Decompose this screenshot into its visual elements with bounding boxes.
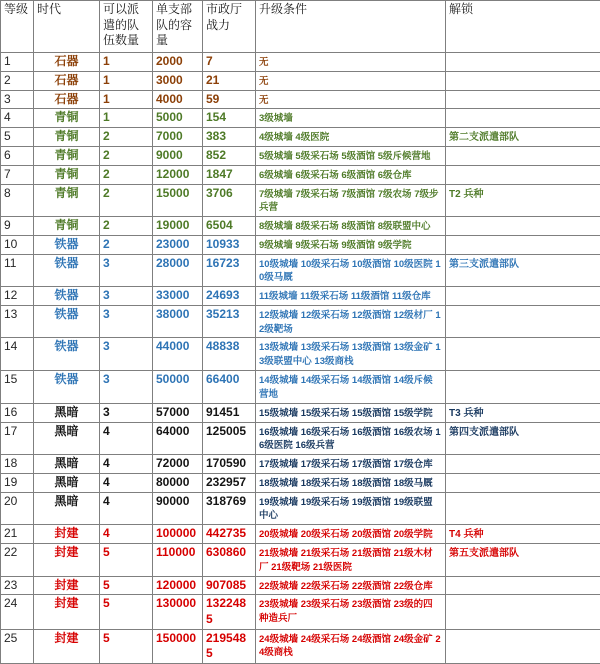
cell-era: 青铜 <box>34 128 100 147</box>
header-unlock: 解锁 <box>446 1 600 53</box>
cell-era: 黑暗 <box>34 473 100 492</box>
cell-level: 14 <box>1 338 34 371</box>
table-row <box>1 595 600 629</box>
cell-level: 13 <box>1 305 34 338</box>
cell-teams: 3 <box>100 254 153 287</box>
cell-power: 35213 <box>203 305 256 338</box>
cell-level: 6 <box>1 147 34 166</box>
cell-teams: 3 <box>100 287 153 306</box>
cell-unlock <box>446 287 600 306</box>
cell-unlock <box>446 473 600 492</box>
cell-capacity: 19000 <box>153 217 203 236</box>
cell-teams: 2 <box>100 165 153 184</box>
cell-condition: 24级城墙 24级采石场 24级酒馆 24级金矿 24级商栈 <box>256 629 446 663</box>
cell-power: 852 <box>203 147 256 166</box>
cell-teams: 2 <box>100 235 153 254</box>
cell-power: 318769 <box>203 492 256 525</box>
cell-capacity: 3000 <box>153 71 203 90</box>
cell-unlock: T2 兵种 <box>446 184 600 217</box>
cell-teams: 2 <box>100 147 153 166</box>
cell-teams: 1 <box>100 53 153 72</box>
table-row <box>1 184 600 217</box>
cell-level: 4 <box>1 109 34 128</box>
table-row <box>1 147 600 166</box>
table-row <box>1 165 600 184</box>
cell-level: 15 <box>1 371 34 404</box>
table-row <box>1 576 600 595</box>
cell-unlock: 第二支派遣部队 <box>446 128 600 147</box>
table-row <box>1 287 600 306</box>
cell-power: 125005 <box>203 422 256 455</box>
cell-power: 59 <box>203 90 256 109</box>
cell-unlock: T4 兵种 <box>446 525 600 544</box>
table-row <box>1 525 600 544</box>
cell-condition: 16级城墙 16级采石场 16级酒馆 16级农场 16级医院 16级兵营 <box>256 422 446 455</box>
cell-teams: 3 <box>100 403 153 422</box>
cell-era: 青铜 <box>34 109 100 128</box>
table-row <box>1 473 600 492</box>
cell-unlock <box>446 109 600 128</box>
cell-condition: 22级城墙 22级采石场 22级酒馆 22级仓库 <box>256 576 446 595</box>
cell-capacity: 33000 <box>153 287 203 306</box>
cell-power: 6504 <box>203 217 256 236</box>
cell-power: 232957 <box>203 473 256 492</box>
cell-unlock: T3 兵种 <box>446 403 600 422</box>
header-row <box>1 1 600 53</box>
cell-era: 石器 <box>34 71 100 90</box>
cell-power: 10933 <box>203 235 256 254</box>
cell-capacity: 12000 <box>153 165 203 184</box>
cell-condition: 8级城墙 8级采石场 8级酒馆 8级联盟中心 <box>256 217 446 236</box>
cell-capacity: 9000 <box>153 147 203 166</box>
cell-condition: 13级城墙 13级采石场 13级酒馆 13级金矿 13级联盟中心 13级商栈 <box>256 338 446 371</box>
table-row <box>1 544 600 577</box>
header-cityhall-power: 市政厅战力 <box>203 1 256 53</box>
cell-level: 12 <box>1 287 34 306</box>
cell-teams: 5 <box>100 629 153 663</box>
cell-unlock <box>446 455 600 474</box>
cell-era: 封建 <box>34 576 100 595</box>
cell-condition: 无 <box>256 90 446 109</box>
cell-unlock <box>446 338 600 371</box>
cell-level: 23 <box>1 576 34 595</box>
cell-teams: 4 <box>100 525 153 544</box>
cell-power: 170590 <box>203 455 256 474</box>
cell-capacity: 72000 <box>153 455 203 474</box>
table-row <box>1 53 600 72</box>
cell-capacity: 57000 <box>153 403 203 422</box>
cell-teams: 1 <box>100 71 153 90</box>
cell-condition: 21级城墙 21级采石场 21级酒馆 21级木材厂 21级靶场 21级医院 <box>256 544 446 577</box>
cell-era: 封建 <box>34 525 100 544</box>
cell-capacity: 15000 <box>153 184 203 217</box>
cell-capacity: 5000 <box>153 109 203 128</box>
cell-condition: 无 <box>256 71 446 90</box>
cell-unlock <box>446 217 600 236</box>
cell-power: 7 <box>203 53 256 72</box>
table-row <box>1 305 600 338</box>
cell-unlock <box>446 492 600 525</box>
cell-condition: 无 <box>256 53 446 72</box>
cell-condition: 20级城墙 20级采石场 20级酒馆 20级学院 <box>256 525 446 544</box>
cell-level: 20 <box>1 492 34 525</box>
cell-unlock <box>446 576 600 595</box>
cell-power: 48838 <box>203 338 256 371</box>
cell-power: 3706 <box>203 184 256 217</box>
cell-capacity: 90000 <box>153 492 203 525</box>
cell-level: 10 <box>1 235 34 254</box>
cell-condition: 9级城墙 9级采石场 9级酒馆 9级学院 <box>256 235 446 254</box>
cell-unlock <box>446 629 600 663</box>
cell-power: 66400 <box>203 371 256 404</box>
cell-era: 石器 <box>34 53 100 72</box>
table-row <box>1 422 600 455</box>
table-row <box>1 492 600 525</box>
cell-level: 11 <box>1 254 34 287</box>
cell-unlock <box>446 371 600 404</box>
cell-level: 21 <box>1 525 34 544</box>
cell-teams: 1 <box>100 90 153 109</box>
cell-era: 封建 <box>34 629 100 663</box>
cell-capacity: 2000 <box>153 53 203 72</box>
cell-teams: 5 <box>100 595 153 629</box>
cell-era: 封建 <box>34 544 100 577</box>
table-row <box>1 371 600 404</box>
table-row <box>1 629 600 663</box>
header-troop-capacity: 单支部队的容量 <box>153 1 203 53</box>
cell-unlock <box>446 305 600 338</box>
table-row <box>1 128 600 147</box>
cell-power: 907085 <box>203 576 256 595</box>
cell-power: 2195485 <box>203 629 256 663</box>
cell-condition: 12级城墙 12级采石场 12级酒馆 12级材厂 12级靶场 <box>256 305 446 338</box>
cell-teams: 5 <box>100 576 153 595</box>
cell-teams: 4 <box>100 455 153 474</box>
cell-unlock: 第三支派遣部队 <box>446 254 600 287</box>
cell-era: 黑暗 <box>34 422 100 455</box>
cell-teams: 4 <box>100 473 153 492</box>
cell-teams: 3 <box>100 371 153 404</box>
table-row <box>1 71 600 90</box>
cell-teams: 2 <box>100 217 153 236</box>
cell-capacity: 120000 <box>153 576 203 595</box>
table-row <box>1 338 600 371</box>
cell-level: 19 <box>1 473 34 492</box>
header-level: 等级 <box>1 1 34 53</box>
cell-level: 9 <box>1 217 34 236</box>
cell-power: 442735 <box>203 525 256 544</box>
cell-era: 封建 <box>34 595 100 629</box>
cell-condition: 19级城墙 19级采石场 19级酒馆 19级联盟中心 <box>256 492 446 525</box>
cell-level: 5 <box>1 128 34 147</box>
cell-era: 青铜 <box>34 147 100 166</box>
cell-power: 21 <box>203 71 256 90</box>
cell-teams: 2 <box>100 184 153 217</box>
table-row <box>1 217 600 236</box>
cell-unlock: 第四支派遣部队 <box>446 422 600 455</box>
cell-teams: 3 <box>100 338 153 371</box>
cell-capacity: 80000 <box>153 473 203 492</box>
cell-teams: 2 <box>100 128 153 147</box>
header-era: 时代 <box>34 1 100 53</box>
table-row <box>1 90 600 109</box>
cell-capacity: 130000 <box>153 595 203 629</box>
cell-era: 铁器 <box>34 338 100 371</box>
cell-condition: 15级城墙 15级采石场 15级酒馆 15级学院 <box>256 403 446 422</box>
cell-power: 1322485 <box>203 595 256 629</box>
cell-unlock <box>446 90 600 109</box>
cell-condition: 6级城墙 6级采石场 6级酒馆 6级仓库 <box>256 165 446 184</box>
cell-level: 24 <box>1 595 34 629</box>
cell-level: 2 <box>1 71 34 90</box>
cell-power: 16723 <box>203 254 256 287</box>
cell-level: 3 <box>1 90 34 109</box>
cell-teams: 4 <box>100 422 153 455</box>
cell-capacity: 23000 <box>153 235 203 254</box>
cell-teams: 4 <box>100 492 153 525</box>
cell-era: 铁器 <box>34 254 100 287</box>
cell-era: 铁器 <box>34 287 100 306</box>
cell-condition: 4级城墙 4级医院 <box>256 128 446 147</box>
cell-level: 8 <box>1 184 34 217</box>
cell-unlock <box>446 147 600 166</box>
cell-level: 25 <box>1 629 34 663</box>
cell-era: 青铜 <box>34 184 100 217</box>
cell-power: 24693 <box>203 287 256 306</box>
cell-level: 22 <box>1 544 34 577</box>
cell-condition: 18级城墙 18级采石场 18级酒馆 18级马厩 <box>256 473 446 492</box>
table-row <box>1 455 600 474</box>
table-row <box>1 403 600 422</box>
cell-condition: 17级城墙 17级采石场 17级酒馆 17级仓库 <box>256 455 446 474</box>
cell-level: 16 <box>1 403 34 422</box>
cell-condition: 7级城墙 7级采石场 7级酒馆 7级农场 7级步兵营 <box>256 184 446 217</box>
cell-capacity: 38000 <box>153 305 203 338</box>
cell-era: 石器 <box>34 90 100 109</box>
header-dispatch-teams: 可以派遣的队伍数量 <box>100 1 153 53</box>
cell-capacity: 64000 <box>153 422 203 455</box>
cell-level: 18 <box>1 455 34 474</box>
cell-capacity: 110000 <box>153 544 203 577</box>
cell-era: 铁器 <box>34 235 100 254</box>
table-body <box>1 53 600 664</box>
cell-level: 1 <box>1 53 34 72</box>
cell-unlock <box>446 235 600 254</box>
cell-unlock <box>446 595 600 629</box>
cell-unlock <box>446 165 600 184</box>
cell-power: 1847 <box>203 165 256 184</box>
cell-capacity: 100000 <box>153 525 203 544</box>
table-row <box>1 254 600 287</box>
cell-era: 青铜 <box>34 217 100 236</box>
cell-level: 17 <box>1 422 34 455</box>
cell-condition: 10级城墙 10级采石场 10级酒馆 10级医院 10级马厩 <box>256 254 446 287</box>
cell-era: 黑暗 <box>34 403 100 422</box>
cell-teams: 1 <box>100 109 153 128</box>
cell-era: 黑暗 <box>34 492 100 525</box>
cell-condition: 14级城墙 14级采石场 14级酒馆 14级斥候营地 <box>256 371 446 404</box>
cell-condition: 23级城墙 23级采石场 23级酒馆 23级的四种造兵厂 <box>256 595 446 629</box>
cell-era: 铁器 <box>34 371 100 404</box>
cell-power: 383 <box>203 128 256 147</box>
cell-power: 91451 <box>203 403 256 422</box>
table-row <box>1 109 600 128</box>
cell-capacity: 50000 <box>153 371 203 404</box>
header-upgrade-conditions: 升级条件 <box>256 1 446 53</box>
cell-condition: 11级城墙 11级采石场 11级酒馆 11级仓库 <box>256 287 446 306</box>
cell-capacity: 150000 <box>153 629 203 663</box>
cell-capacity: 44000 <box>153 338 203 371</box>
cell-power: 630860 <box>203 544 256 577</box>
cell-capacity: 4000 <box>153 90 203 109</box>
cell-condition: 3级城墙 <box>256 109 446 128</box>
cell-condition: 5级城墙 5级采石场 5级酒馆 5级斥候营地 <box>256 147 446 166</box>
cell-level: 7 <box>1 165 34 184</box>
cell-unlock: 第五支派遣部队 <box>446 544 600 577</box>
cell-teams: 5 <box>100 544 153 577</box>
cell-era: 铁器 <box>34 305 100 338</box>
cell-teams: 3 <box>100 305 153 338</box>
table-row <box>1 235 600 254</box>
cell-capacity: 28000 <box>153 254 203 287</box>
cell-unlock <box>446 71 600 90</box>
cell-era: 青铜 <box>34 165 100 184</box>
cell-capacity: 7000 <box>153 128 203 147</box>
cell-unlock <box>446 53 600 72</box>
cell-era: 黑暗 <box>34 455 100 474</box>
cell-power: 154 <box>203 109 256 128</box>
